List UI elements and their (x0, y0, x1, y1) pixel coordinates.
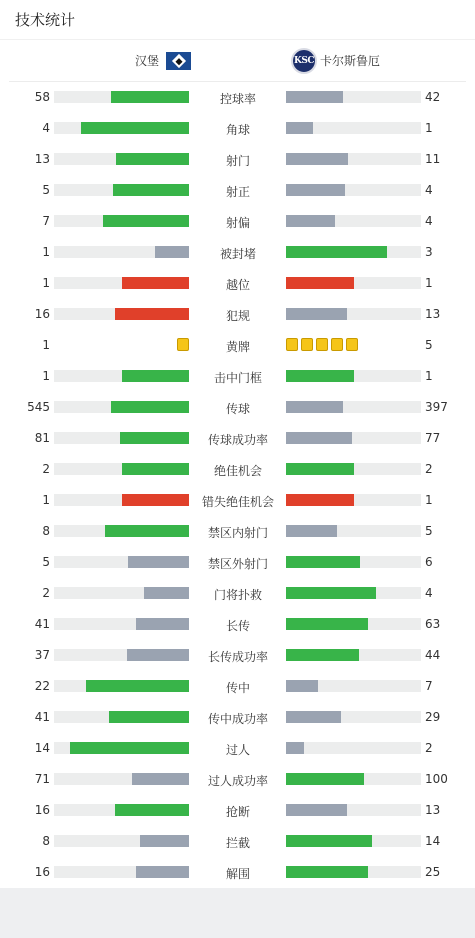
home-bar (111, 401, 189, 413)
stat-row (0, 330, 475, 361)
stat-label: 拦截 (225, 836, 250, 850)
stat-row (0, 423, 475, 454)
away-bar-track (286, 370, 421, 382)
away-bar-track (286, 401, 421, 413)
stat-label: 禁区内射门 (207, 526, 268, 540)
away-bar-track (286, 711, 421, 723)
home-bar (136, 618, 189, 630)
away-bar-track (286, 494, 421, 506)
home-bar-track (54, 215, 189, 227)
away-bar (286, 246, 387, 258)
away-yellow-cards (286, 338, 358, 351)
away-bar (286, 153, 348, 165)
away-value: 4 (425, 586, 433, 600)
away-value: 1 (425, 493, 433, 507)
away-value: 5 (425, 338, 433, 352)
home-bar-track (54, 742, 189, 754)
home-bar-track (54, 277, 189, 289)
stat-row (0, 268, 475, 299)
stat-label: 传中 (225, 681, 250, 695)
home-value: 545 (27, 400, 50, 414)
away-bar-track (286, 587, 421, 599)
away-bar (286, 742, 304, 754)
home-bar (122, 277, 190, 289)
home-bar-track (54, 773, 189, 785)
away-value: 29 (425, 710, 441, 724)
home-value: 37 (34, 648, 50, 662)
away-bar-track (286, 277, 421, 289)
away-bar (286, 866, 368, 878)
home-bar-track (54, 680, 189, 692)
home-bar-track (54, 835, 189, 847)
away-value: 13 (425, 307, 441, 321)
away-bar-track (286, 246, 421, 258)
stat-row (0, 82, 475, 113)
stat-row (0, 547, 475, 578)
home-bar-track (54, 587, 189, 599)
stat-label: 被封堵 (219, 247, 256, 261)
stat-row (0, 702, 475, 733)
away-value: 6 (425, 555, 433, 569)
stat-row (0, 454, 475, 485)
home-bar-track (54, 494, 189, 506)
stat-label: 错失绝佳机会 (201, 495, 274, 509)
away-bar (286, 618, 368, 630)
home-value: 14 (34, 741, 50, 755)
section-title: 技术统计 (0, 0, 475, 40)
away-bar (286, 184, 345, 196)
away-bar (286, 370, 354, 382)
stat-row (0, 113, 475, 144)
stat-row (0, 826, 475, 857)
away-bar-track (286, 773, 421, 785)
stat-label: 射正 (225, 185, 250, 199)
stat-row (0, 361, 475, 392)
away-value: 4 (425, 183, 433, 197)
home-value: 7 (42, 214, 50, 228)
home-bar (70, 742, 189, 754)
home-value: 2 (42, 462, 50, 476)
away-bar (286, 680, 318, 692)
away-bar-track (286, 556, 421, 568)
stat-label: 射门 (225, 154, 250, 168)
home-bar (127, 649, 189, 661)
home-value: 1 (42, 338, 50, 352)
home-bar (122, 370, 190, 382)
home-bar-track (54, 370, 189, 382)
away-bar (286, 215, 335, 227)
home-bar-track (54, 122, 189, 134)
away-bar (286, 277, 354, 289)
stat-row (0, 516, 475, 547)
away-bar (286, 463, 354, 475)
home-bar-track (54, 556, 189, 568)
home-value: 8 (42, 834, 50, 848)
home-value: 81 (34, 431, 50, 445)
home-bar-track (54, 711, 189, 723)
away-bar-track (286, 804, 421, 816)
home-bar-track (54, 184, 189, 196)
stat-label: 犯规 (225, 309, 250, 323)
home-value: 22 (34, 679, 50, 693)
away-value: 14 (425, 834, 441, 848)
away-value: 25 (425, 865, 441, 879)
stat-row (0, 764, 475, 795)
stat-row (0, 609, 475, 640)
away-bar-track (286, 866, 421, 878)
home-bar-track (54, 308, 189, 320)
home-bar-track (54, 463, 189, 475)
home-value: 8 (42, 524, 50, 538)
home-bar (122, 463, 190, 475)
away-bar (286, 804, 347, 816)
home-bar (132, 773, 189, 785)
stat-label: 过人 (225, 743, 250, 757)
away-bar-track (286, 742, 421, 754)
home-bar-track (54, 91, 189, 103)
stat-label: 解围 (225, 867, 250, 881)
stat-label: 门将扑救 (213, 588, 262, 602)
home-bar-track (54, 618, 189, 630)
away-bar (286, 649, 359, 661)
home-bar (115, 308, 189, 320)
away-team-name: 卡尔斯鲁厄 (320, 54, 381, 68)
stat-row (0, 795, 475, 826)
home-value: 4 (42, 121, 50, 135)
away-value: 2 (425, 462, 433, 476)
away-bar (286, 525, 337, 537)
away-value: 1 (425, 276, 433, 290)
yellow-card-icon (286, 338, 298, 351)
away-value: 7 (425, 679, 433, 693)
stat-row (0, 857, 475, 888)
home-value: 58 (34, 90, 50, 104)
home-bar (144, 587, 189, 599)
stat-label: 控球率 (219, 92, 256, 106)
home-team (135, 40, 191, 81)
home-value: 5 (42, 555, 50, 569)
away-value: 100 (425, 772, 448, 786)
away-bar-track (286, 649, 421, 661)
away-bar-track (286, 122, 421, 134)
home-bar (113, 184, 189, 196)
stat-label: 禁区外射门 (207, 557, 268, 571)
yellow-card-icon (316, 338, 328, 351)
stat-row (0, 175, 475, 206)
yellow-card-icon (331, 338, 343, 351)
stat-label: 越位 (225, 278, 250, 292)
away-bar-track (286, 463, 421, 475)
away-team (291, 40, 380, 81)
home-bar-track (54, 804, 189, 816)
home-value: 16 (34, 803, 50, 817)
home-bar (128, 556, 189, 568)
away-bar-track (286, 432, 421, 444)
away-value: 13 (425, 803, 441, 817)
away-bar (286, 91, 343, 103)
away-value: 1 (425, 121, 433, 135)
away-value: 63 (425, 617, 441, 631)
home-bar (81, 122, 189, 134)
stat-label: 传球 (225, 402, 250, 416)
home-value: 16 (34, 307, 50, 321)
away-bar-track (286, 215, 421, 227)
away-value: 397 (425, 400, 448, 414)
away-value: 5 (425, 524, 433, 538)
home-bar-track (54, 432, 189, 444)
home-value: 1 (42, 245, 50, 259)
home-yellow-cards (177, 338, 189, 351)
home-bar (105, 525, 189, 537)
away-value: 44 (425, 648, 441, 662)
away-bar-track (286, 91, 421, 103)
away-bar (286, 587, 376, 599)
home-bar (109, 711, 189, 723)
yellow-card-icon (301, 338, 313, 351)
teams-header (9, 40, 466, 82)
away-bar-track (286, 835, 421, 847)
away-bar (286, 432, 352, 444)
yellow-card-icon (177, 338, 189, 351)
stat-label: 长传 (225, 619, 250, 633)
home-bar (120, 432, 189, 444)
home-bar-track (54, 525, 189, 537)
home-value: 2 (42, 586, 50, 600)
home-value: 41 (34, 617, 50, 631)
away-bar (286, 401, 343, 413)
stats-list (0, 82, 475, 888)
home-bar (103, 215, 189, 227)
away-value: 2 (425, 741, 433, 755)
home-bar-track (54, 246, 189, 258)
home-value: 71 (34, 772, 50, 786)
stat-label: 角球 (225, 123, 250, 137)
home-bar (140, 835, 189, 847)
away-value: 77 (425, 431, 441, 445)
home-value: 13 (34, 152, 50, 166)
home-team-name: 汉堡 (134, 54, 159, 68)
stat-row (0, 733, 475, 764)
stat-row (0, 144, 475, 175)
home-bar (155, 246, 189, 258)
away-bar (286, 556, 360, 568)
stat-label: 射偏 (225, 216, 250, 230)
home-value: 16 (34, 865, 50, 879)
home-bar (111, 91, 189, 103)
away-value: 3 (425, 245, 433, 259)
yellow-card-icon (346, 338, 358, 351)
home-bar-track (54, 401, 189, 413)
away-bar (286, 835, 372, 847)
away-bar-track (286, 680, 421, 692)
away-bar-track (286, 525, 421, 537)
stat-label: 抢断 (225, 805, 250, 819)
home-bar (136, 866, 189, 878)
stat-row (0, 485, 475, 516)
stat-row (0, 671, 475, 702)
stat-row (0, 237, 475, 268)
home-team-logo-icon (166, 52, 191, 70)
away-value: 11 (425, 152, 441, 166)
away-bar-track (286, 184, 421, 196)
stat-label: 传中成功率 (207, 712, 268, 726)
home-bar (86, 680, 189, 692)
away-bar (286, 494, 354, 506)
stat-row (0, 206, 475, 237)
home-value: 5 (42, 183, 50, 197)
stat-row (0, 299, 475, 330)
away-bar-track (286, 308, 421, 320)
home-bar (122, 494, 190, 506)
away-bar (286, 308, 347, 320)
away-value: 4 (425, 214, 433, 228)
home-bar-track (54, 153, 189, 165)
away-bar-track (286, 153, 421, 165)
home-value: 1 (42, 493, 50, 507)
away-value: 42 (425, 90, 441, 104)
away-team-logo-icon: KSC (291, 48, 317, 74)
away-bar (286, 711, 341, 723)
home-bar-track (54, 649, 189, 661)
away-value: 1 (425, 369, 433, 383)
stat-row (0, 392, 475, 423)
stat-label: 绝佳机会 (213, 464, 262, 478)
stat-label: 长传成功率 (207, 650, 268, 664)
home-bar (116, 153, 189, 165)
home-bar (115, 804, 189, 816)
stat-row (0, 640, 475, 671)
stat-label: 过人成功率 (207, 774, 268, 788)
stat-row (0, 578, 475, 609)
home-value: 41 (34, 710, 50, 724)
away-bar (286, 122, 313, 134)
stat-label: 传球成功率 (207, 433, 268, 447)
home-bar-track (54, 866, 189, 878)
stat-label: 黄牌 (225, 340, 250, 354)
away-bar-track (286, 618, 421, 630)
away-bar (286, 773, 364, 785)
home-value: 1 (42, 276, 50, 290)
home-value: 1 (42, 369, 50, 383)
stat-label: 击中门框 (213, 371, 262, 385)
